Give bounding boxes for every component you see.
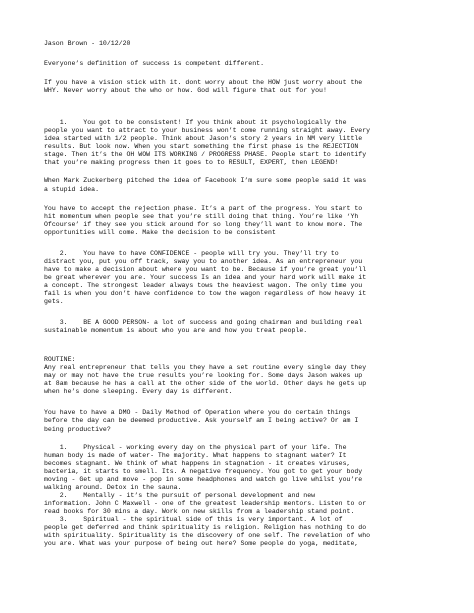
paragraph-zuckerberg: When Mark Zuckerberg pitched the idea of Facebook I’m sure some people said it was a stupid idea. (44, 177, 367, 193)
paragraph-routine: ROUTINE: Any real entrepreneur that tells you they have a set routine every single day they may or may not have the true results you’re looking for. Some days Jason wakes up at 8am because he has a call at the other side of the world. Other days he gets up when he’s done sleeping. Every day is different. (44, 356, 367, 396)
paragraph-success-definition: Everyone’s definition of success is competent different. (44, 60, 265, 68)
paragraph-dmo-list: 1. Physical - working every day on the physical part of your life. The human body is made of water- The majority. What happens to stagnant water? It becomes stagnant. We think of what happens in stagnation - it creates viruses, bacteria, it starts to smell. Its. A negative frequency. You got to get your body moving - Get up and move - pop in some headphones and watch go live whilst you’re walking around. Detox in the sauna. 2. Mentally - it’s the pursuit of personal development and new information. John C Maxwell - one of the greatest leadership mentors. Listen to or read books for 30 mins a day. Work on new skills from a leadership stand point. 3. Spiritual - the spiritual side of this is very important. A lot of people get deferred and think spirituality is religion. Religion has nothing to do with spirituality. Spirituality is the discovery of one self. The revelation of who you are. What was your purpose of being out here? Some people do yoga, meditate, (44, 443, 371, 548)
paragraph-rejection-phase: You have to accept the rejection phase. It’s a part of the progress. You start to hit momentum when people see that you’re still doing that thing. You’re like ‘Yh Ofcourse’ if they see you stick around for so long they’ll want to know more. The opportunities will come. Make the decision to be consistent (44, 204, 363, 236)
paragraph-dmo: You have to have a DMO - Daily Method of Operation where you do certain things before the day can be deemed productive. Ask yourself am I being active? Or am I being productive? (44, 409, 359, 433)
paragraph-confidence: 2. You have to have CONFIDENCE - people will try you. They’ll try to distract you, put you off track, sway you to another idea. As an entrepreneur you have to make a decision about where you want to be. Because if you’re great you’ll be great wherever you are. Your success Is an idea and your hard work will make it a concept. The strongest leader always tows the heaviest wagon. The only time you fail is when you don’t have confidence to tow the wagon regardless of how heavy it gets. (44, 249, 367, 306)
paragraph-consistency: 1. You got to be consistent! If you think about it psychologically the people you want to attract to your business won’t come running straight away. Every idea started with 1/2 people. Think about Jason’s story 2 years in NM very little results. But look now. When you start something the first phase is the REJECTION stage. Then it’s the OH WOW ITS WORKING / PROGRESS PHASE. People start to identify that you’re making progress then it goes to to RESULT, EXPERT, then LEGEND! (44, 119, 371, 167)
paragraph-good-person: 3. BE A GOOD PERSON- a lot of success and going chairman and building real sustainable momentum is about who you are and how you treat people. (44, 319, 363, 335)
document-header: Jason Brown - 10/12/20 (44, 40, 131, 47)
paragraph-vision: If you have a vision stick with it. dont worry about the HOW just worry about the WHY. Never worry about the who or how. God will figure that out for you! (44, 79, 363, 95)
